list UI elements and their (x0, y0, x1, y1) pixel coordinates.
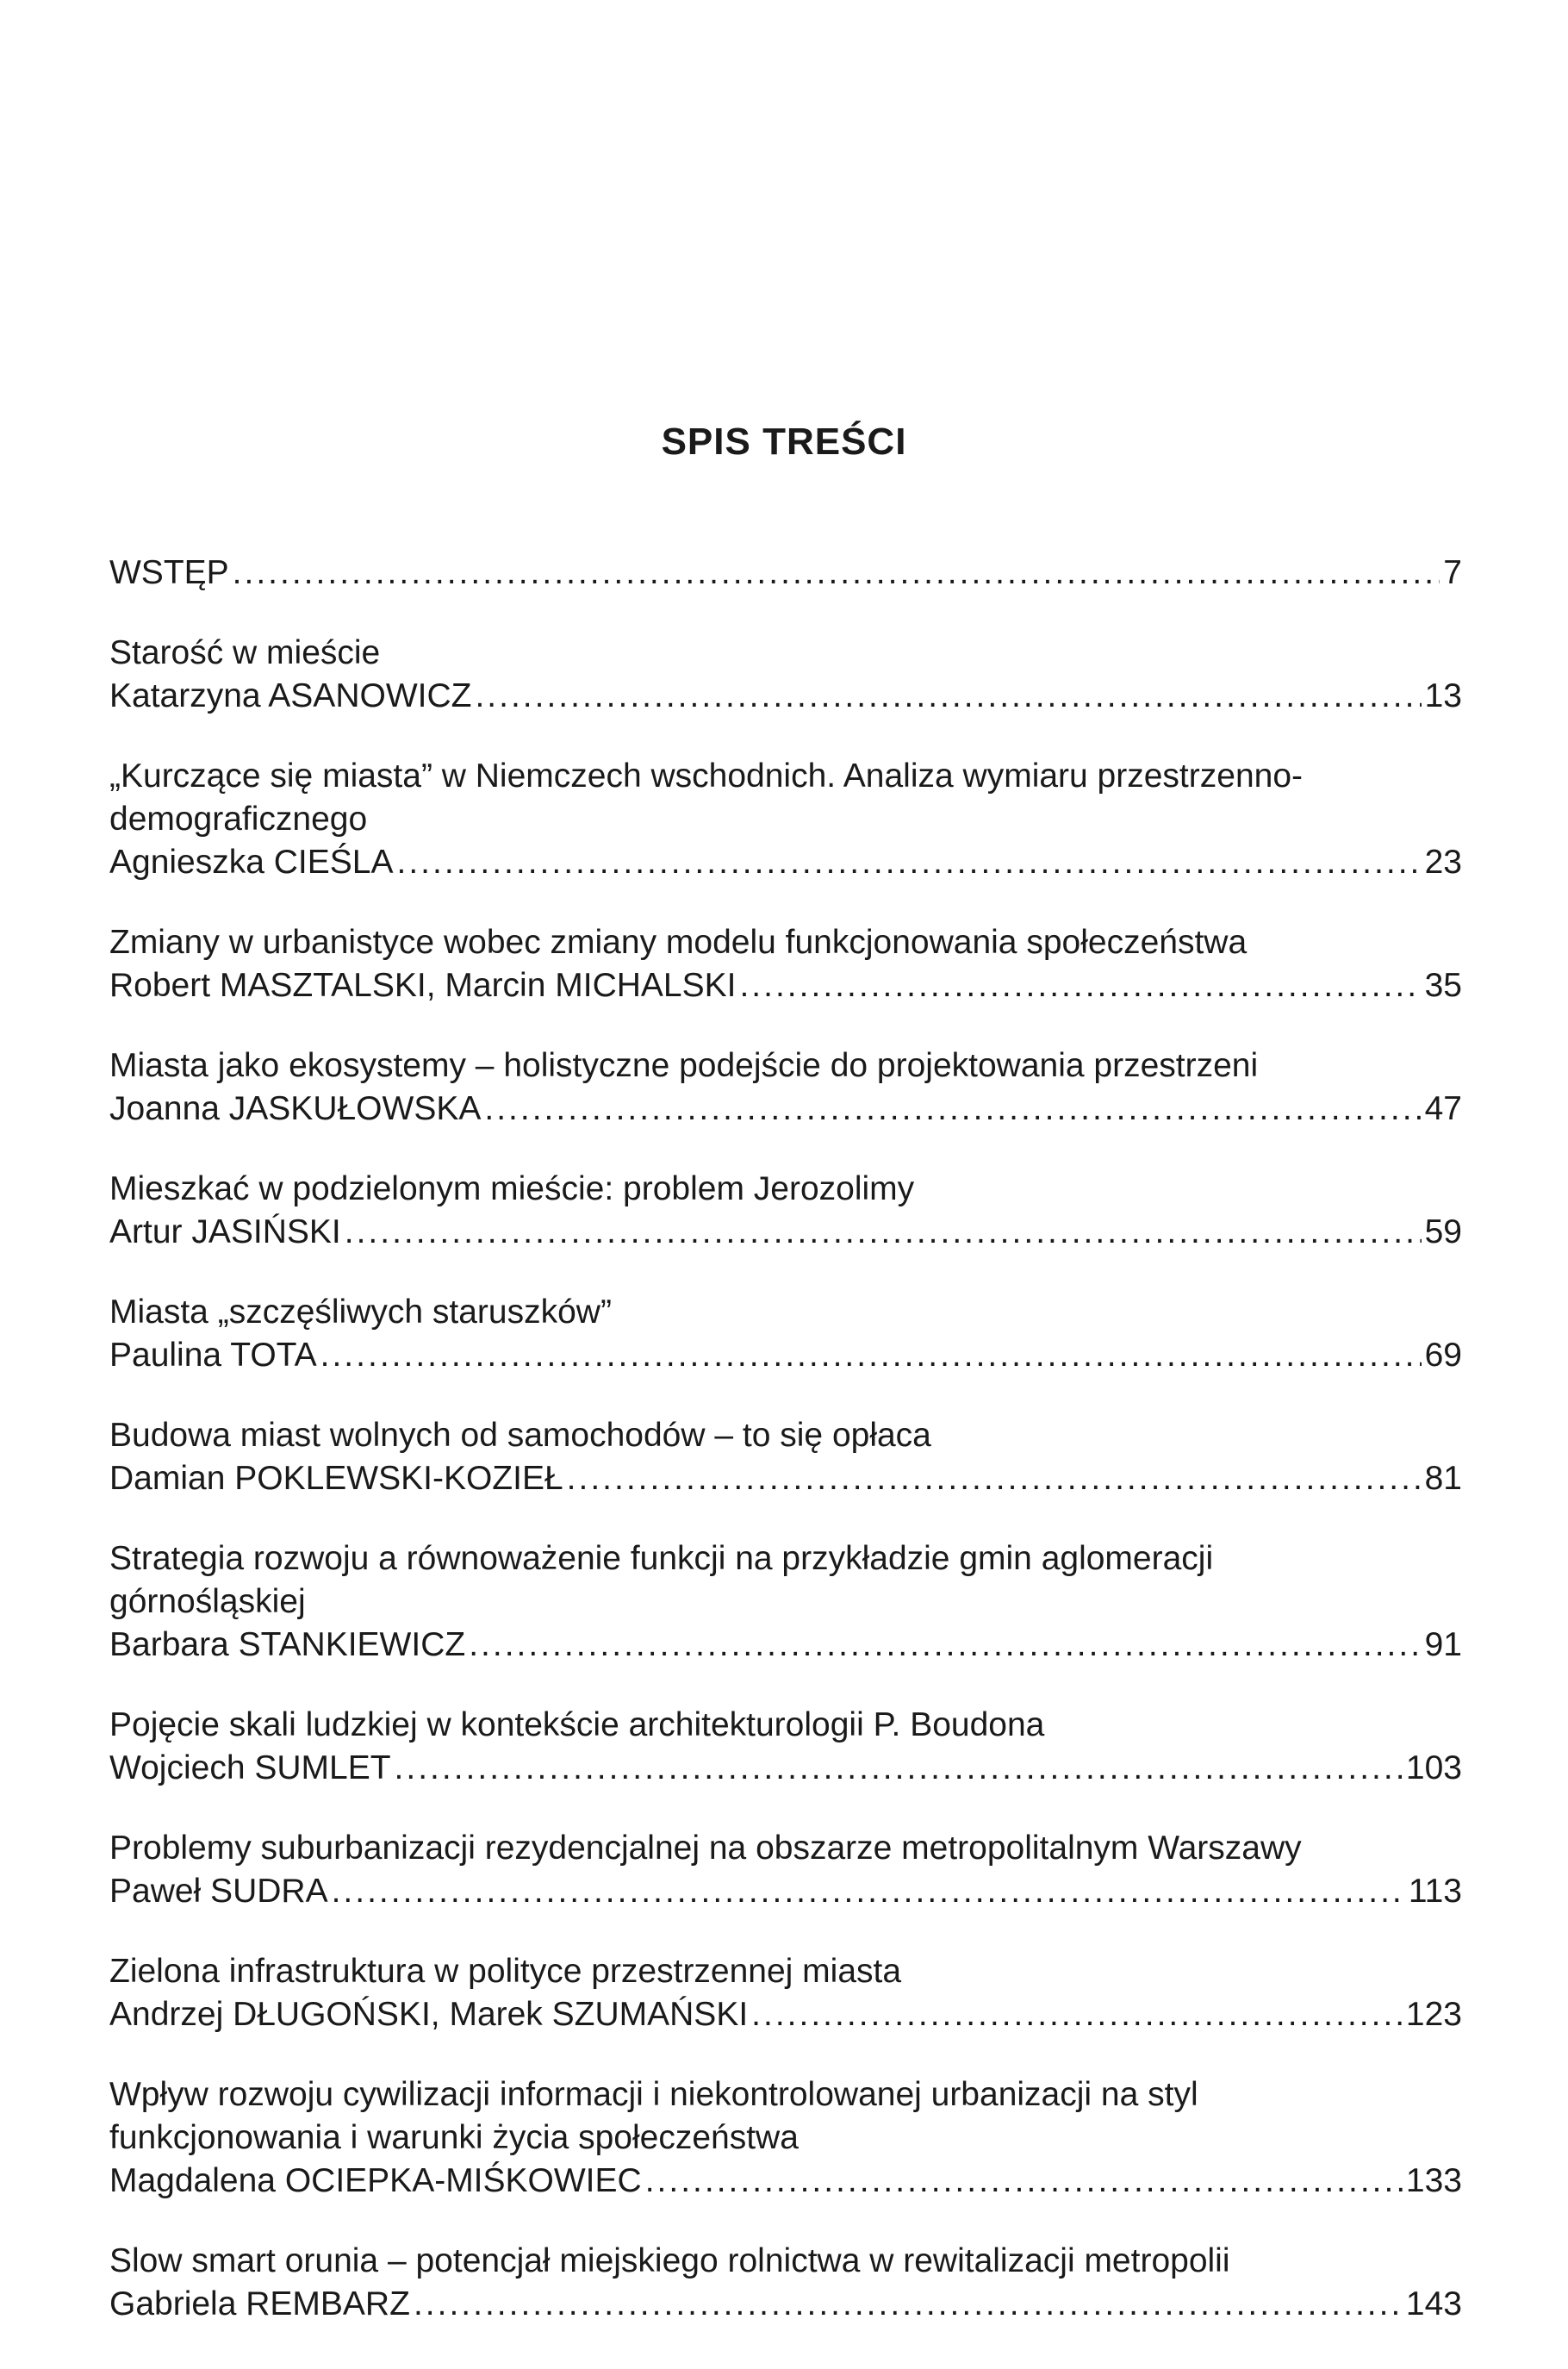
dot-leader (397, 841, 1422, 884)
toc-entry-author-line (109, 1457, 1462, 1500)
toc-entry-page-number: 47 (1424, 1090, 1462, 1127)
toc-entry-author-line (109, 1334, 1462, 1377)
toc-entry-author: Joanna JASKUŁOWSKA (109, 1090, 482, 1127)
toc-entry[interactable] (109, 1704, 1462, 1790)
dot-leader (395, 1747, 1403, 1790)
toc-entry-title-line: Zielona infrastruktura w polityce przestrzennej miasta (109, 1953, 902, 1990)
toc-entry[interactable] (109, 1827, 1462, 1913)
toc-entry-author-line (109, 1747, 1462, 1790)
toc-entry-author-line (109, 1211, 1462, 1254)
toc-entry-page-number: 143 (1405, 2285, 1462, 2322)
toc-entry[interactable] (109, 1537, 1462, 1667)
toc-entry-title-line: Miasta „szczęśliwych staruszków” (109, 1294, 612, 1331)
toc-entry[interactable] (109, 552, 1462, 595)
toc-entry-author: Wojciech SUMLET (109, 1749, 391, 1786)
toc-entry-author: Agnieszka CIEŚLA (109, 844, 394, 881)
toc-entry-title-line: Miasta jako ekosystemy – holistyczne podejście do projektowania przestrzeni (109, 1047, 1259, 1084)
toc-entry-page-number: 23 (1424, 844, 1462, 881)
toc-entry-page-number: 113 (1408, 1873, 1462, 1910)
toc-entry[interactable] (109, 1291, 1462, 1377)
dot-leader (414, 2283, 1403, 2326)
toc-entry-author-line (109, 675, 1462, 718)
toc-entry-page-number: 103 (1405, 1749, 1462, 1786)
toc-entry-author-line (109, 1993, 1462, 2036)
toc-entry-author-line (109, 552, 1462, 595)
dot-leader (345, 1211, 1422, 1254)
toc-entry-title-line: Problemy suburbanizacji rezydencjalnej na obszarze metropolitalnym Warszawy (109, 1830, 1302, 1867)
toc-entry-author: WSTĘP (109, 554, 229, 591)
toc-entry-title-line: Pojęcie skali ludzkiej w kontekście architekturologii P. Boudona (109, 1706, 1045, 1743)
dot-leader (484, 1088, 1421, 1131)
toc-entry-author: Damian POKLEWSKI-KOZIEŁ (109, 1460, 563, 1497)
toc-entry-title-line: funkcjonowania i warunki życia społeczeństwa (109, 2119, 799, 2156)
toc-entry-title-line: Budowa miast wolnych od samochodów – to się opłaca (109, 1417, 931, 1454)
toc-entry[interactable] (109, 1044, 1462, 1131)
dot-leader (567, 1457, 1422, 1500)
dot-leader (739, 964, 1421, 1007)
toc-entry-author: Andrzej DŁUGOŃSKI, Marek SZUMAŃSKI (109, 1996, 749, 2033)
toc-entry[interactable] (109, 1168, 1462, 1254)
toc-entry-title-line: Zmiany w urbanistyce wobec zmiany modelu funkcjonowania społeczeństwa (109, 924, 1248, 961)
toc-entry-title-line: Starość w mieście (109, 634, 381, 671)
toc-entry-title-line: „Kurczące się miasta” w Niemczech wschodnich. Analiza wymiaru przestrzenno- (109, 757, 1303, 795)
toc-entry-author: Robert MASZTALSKI, Marcin MICHALSKI (109, 967, 737, 1004)
toc-entry-author: Katarzyna ASANOWICZ (109, 677, 472, 714)
toc-entry-author-line (109, 841, 1462, 884)
toc-entry-page-number: 59 (1424, 1213, 1462, 1250)
toc-entry[interactable] (109, 1950, 1462, 2036)
toc-entry-author: Magdalena OCIEPKA-MIŚKOWIEC (109, 2162, 642, 2199)
dot-leader (469, 1624, 1421, 1667)
toc-entry-title-line: górnośląskiej (109, 1583, 306, 1620)
toc-entry[interactable] (109, 2240, 1462, 2326)
toc-entry-page-number: 123 (1405, 1996, 1462, 2033)
toc-entry-author-line (109, 1870, 1462, 1913)
toc-entry[interactable] (109, 632, 1462, 718)
toc-entry-page-number: 81 (1424, 1460, 1462, 1497)
table-of-contents (109, 552, 1462, 2363)
toc-entry-author: Paulina TOTA (109, 1337, 317, 1374)
toc-entry[interactable] (109, 1414, 1462, 1500)
toc-entry-author-line (109, 1088, 1462, 1131)
dot-leader (233, 552, 1440, 595)
dot-leader (320, 1334, 1422, 1377)
toc-entry-title-line: Mieszkać w podzielonym mieście: problem Jerozolimy (109, 1170, 915, 1207)
toc-entry[interactable] (109, 755, 1462, 884)
toc-entry[interactable] (109, 921, 1462, 1007)
toc-entry-page-number: 7 (1443, 554, 1462, 591)
toc-entry-author: Gabriela REMBARZ (109, 2285, 410, 2322)
toc-entry-author: Barbara STANKIEWICZ (109, 1626, 466, 1663)
toc-entry-title-line: Wpływ rozwoju cywilizacji informacji i niekontrolowanej urbanizacji na styl (109, 2076, 1198, 2113)
toc-entry-page-number: 91 (1424, 1626, 1462, 1663)
toc-entry-author-line (109, 1624, 1462, 1667)
toc-entry-title-line: demograficznego (109, 801, 368, 838)
toc-entry-title-line: Strategia rozwoju a równoważenie funkcji na przykładzie gmin aglomeracji (109, 1540, 1214, 1577)
dot-leader (475, 675, 1421, 718)
toc-entry[interactable] (109, 2073, 1462, 2203)
toc-entry-author-line (109, 964, 1462, 1007)
toc-entry-author-line (109, 2283, 1462, 2326)
toc-entry-author: Paweł SUDRA (109, 1873, 328, 1910)
dot-leader (332, 1870, 1405, 1913)
toc-entry-page-number: 69 (1424, 1337, 1462, 1374)
dot-leader (751, 1993, 1403, 2036)
toc-entry-author: Artur JASIŃSKI (109, 1213, 341, 1250)
page-title: SPIS TREŚCI (661, 421, 907, 463)
toc-entry-page-number: 133 (1405, 2162, 1462, 2199)
toc-entry-title-line: Slow smart orunia – potencjał miejskiego rolnictwa w rewitalizacji metropolii (109, 2242, 1230, 2279)
dot-leader (645, 2160, 1403, 2203)
toc-entry-page-number: 13 (1424, 677, 1462, 714)
toc-entry-page-number: 35 (1424, 967, 1462, 1004)
toc-entry-author-line (109, 2160, 1462, 2203)
